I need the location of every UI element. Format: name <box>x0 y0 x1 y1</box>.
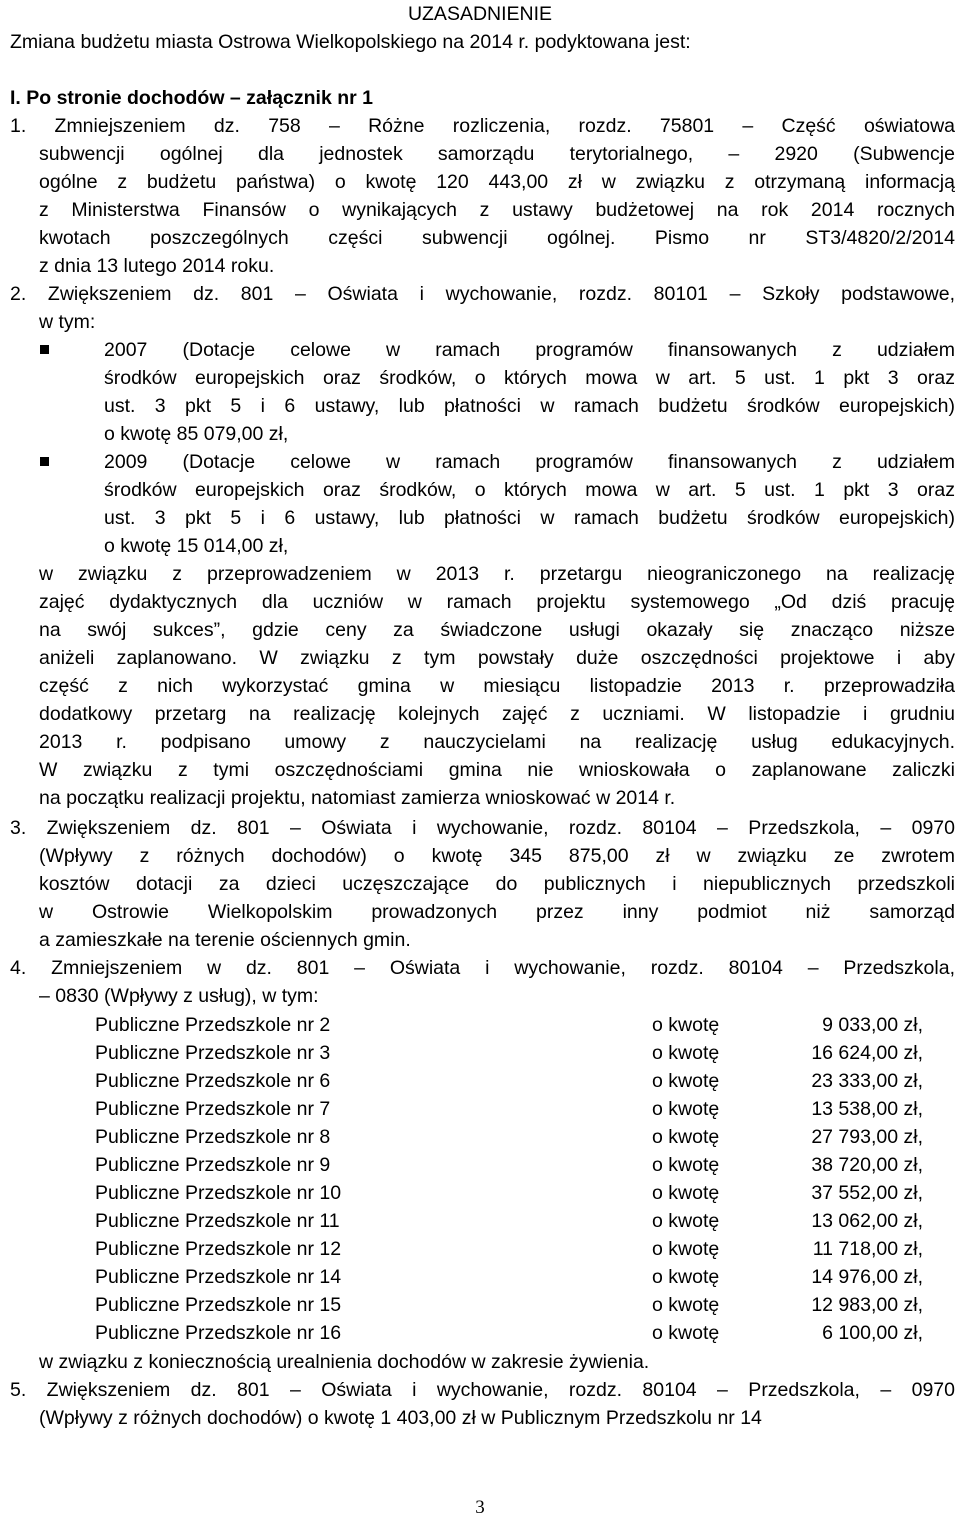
bullet1-line-3: ust. 3 pkt 5 i 6 ustawy, lub płatności w ramach budżetu środków europejskich) <box>104 395 955 417</box>
item2-para-line-3: na swój sukces”, gdzie ceny za świadczone usługi okazały się znacząco niższe <box>39 619 955 641</box>
amount-value: 23 333,00 zł, <box>811 1070 923 1092</box>
amount-value: 38 720,00 zł, <box>811 1154 923 1176</box>
amount-label: o kwotę <box>652 1126 720 1148</box>
item3-line-3: kosztów dotacji za dzieci uczęszczające do publicznych i niepublicznych przedszkoli <box>39 873 955 895</box>
item3-line-4: w Ostrowie Wielkopolskim prowadzonych przez inny podmiot niż samorząd <box>39 901 955 923</box>
item2-para-line-4: aniżeli zaplanowano. W związku z tym powstały duże oszczędności projektowe i aby <box>39 647 955 669</box>
amount-value: 13 062,00 zł, <box>811 1210 923 1232</box>
kindergarten-name: Publiczne Przedszkole nr 6 <box>95 1070 331 1092</box>
amount-value: 27 793,00 zł, <box>811 1126 923 1148</box>
amount-value: 14 976,00 zł, <box>811 1266 923 1288</box>
bullet-square-icon <box>40 457 49 466</box>
item2-para-line-7: 2013 r. podpisano umowy z nauczycielami na realizację usług edukacyjnych. <box>39 731 955 753</box>
item5-line-1: 5. Zwiększeniem dz. 801 – Oświata i wychowanie, rozdz. 80104 – Przedszkola, – 0970 <box>10 1379 955 1401</box>
bullet1-line-1: 2007 (Dotacje celowe w ramach programów finansowanych z udziałem <box>104 339 955 361</box>
kindergarten-name: Publiczne Przedszkole nr 11 <box>95 1210 340 1232</box>
bullet2-line-3: ust. 3 pkt 5 i 6 ustawy, lub płatności w ramach budżetu środków europejskich) <box>104 507 955 529</box>
item2-line-2: w tym: <box>39 311 96 333</box>
document-subtitle: Zmiana budżetu miasta Ostrowa Wielkopolskiego na 2014 r. podyktowana jest: <box>10 31 691 53</box>
item3-line-2: (Wpływy z różnych dochodów) o kwotę 345 875,00 zł w związku ze zwrotem <box>39 845 955 867</box>
kindergarten-name: Publiczne Przedszkole nr 12 <box>95 1238 342 1260</box>
section-heading: I. Po stronie dochodów – załącznik nr 1 <box>10 87 373 109</box>
item4-line-1: 4. Zmniejszeniem w dz. 801 – Oświata i wychowanie, rozdz. 80104 – Przedszkola, <box>10 957 955 979</box>
item4-line-2: – 0830 (Wpływy z usług), w tym: <box>39 985 319 1007</box>
amount-label: o kwotę <box>652 1238 720 1260</box>
amount-value: 9 033,00 zł, <box>822 1014 923 1036</box>
item1-line-5: kwotach poszczególnych części subwencji ogólnej. Pismo nr ST3/4820/2/2014 <box>39 227 955 249</box>
item3-line-1: 3. Zwiększeniem dz. 801 – Oświata i wychowanie, rozdz. 80104 – Przedszkola, – 0970 <box>10 817 955 839</box>
kindergarten-name: Publiczne Przedszkole nr 15 <box>95 1294 342 1316</box>
kindergarten-name: Publiczne Przedszkole nr 10 <box>95 1182 342 1204</box>
item3-line-5: a zamieszkałe na terenie ościennych gmin. <box>39 929 411 951</box>
kindergarten-name: Publiczne Przedszkole nr 7 <box>95 1098 331 1120</box>
amount-label: o kwotę <box>652 1294 720 1316</box>
item4-closing: w związku z koniecznością urealnienia dochodów w zakresie żywienia. <box>39 1351 650 1373</box>
item1-line-6: z dnia 13 lutego 2014 roku. <box>39 255 275 277</box>
bullet-square-icon <box>40 345 49 354</box>
item2-para-line-8: W związku z tymi oszczędnościami gmina nie wnioskowała o zaplanowane zaliczki <box>39 759 955 781</box>
bullet2-line-4: o kwotę 15 014,00 zł, <box>104 535 289 557</box>
item1-line-2: subwencji ogólnej dla jednostek samorządu terytorialnego, – 2920 (Subwencje <box>39 143 955 165</box>
kindergarten-name: Publiczne Przedszkole nr 2 <box>95 1014 331 1036</box>
item2-para-line-2: zajęć dydaktycznych dla uczniów w ramach projektu systemowego „Od dziś pracuję <box>39 591 955 613</box>
document-title: UZASADNIENIE <box>407 3 553 25</box>
amount-label: o kwotę <box>652 1098 720 1120</box>
bullet1-line-2: środków europejskich oraz środków, o których mowa w art. 5 ust. 1 pkt 3 oraz <box>104 367 955 389</box>
amount-value: 12 983,00 zł, <box>811 1294 923 1316</box>
item2-para-line-5: część z nich wykorzystać gmina w miesiącu listopadzie 2013 r. przeprowadziła <box>39 675 955 697</box>
amount-label: o kwotę <box>652 1182 720 1204</box>
amount-label: o kwotę <box>652 1154 720 1176</box>
item1-line-4: z Ministerstwa Finansów o wynikających z ustawy budżetowej na rok 2014 rocznych <box>39 199 955 221</box>
amount-value: 13 538,00 zł, <box>811 1098 923 1120</box>
item2-para-line-9: na początku realizacji projektu, natomiast zamierza wnioskować w 2014 r. <box>39 787 676 809</box>
amount-label: o kwotę <box>652 1070 720 1092</box>
bullet2-line-2: środków europejskich oraz środków, o których mowa w art. 5 ust. 1 pkt 3 oraz <box>104 479 955 501</box>
kindergarten-name: Publiczne Przedszkole nr 9 <box>95 1154 331 1176</box>
amount-value: 11 718,00 zł, <box>812 1238 923 1260</box>
kindergarten-name: Publiczne Przedszkole nr 8 <box>95 1126 331 1148</box>
page-number: 3 <box>475 1497 485 1518</box>
bullet1-line-4: o kwotę 85 079,00 zł, <box>104 423 289 445</box>
kindergarten-name: Publiczne Przedszkole nr 3 <box>95 1042 331 1064</box>
item1-line-3: ogólne z budżetu państwa) o kwotę 120 443,00 zł w związku z otrzymaną informacją <box>39 171 955 193</box>
item2-para-line-6: dodatkowy przetarg na realizację kolejnych zajęć z uczniami. W listopadzie i grudniu <box>39 703 955 725</box>
kindergarten-name: Publiczne Przedszkole nr 16 <box>95 1322 342 1344</box>
amount-label: o kwotę <box>652 1322 720 1344</box>
amount-label: o kwotę <box>652 1210 720 1232</box>
bullet2-line-1: 2009 (Dotacje celowe w ramach programów finansowanych z udziałem <box>104 451 955 473</box>
item5-line-2: (Wpływy z różnych dochodów) o kwotę 1 403,00 zł w Publicznym Przedszkolu nr 14 <box>39 1407 762 1429</box>
amount-value: 37 552,00 zł, <box>811 1182 923 1204</box>
amount-label: o kwotę <box>652 1014 720 1036</box>
amount-label: o kwotę <box>652 1266 720 1288</box>
item2-line-1: 2. Zwiększeniem dz. 801 – Oświata i wychowanie, rozdz. 80101 – Szkoły podstawowe, <box>10 283 955 305</box>
item1-line-1: 1. Zmniejszeniem dz. 758 – Różne rozliczenia, rozdz. 75801 – Część oświatowa <box>10 115 955 137</box>
kindergarten-name: Publiczne Przedszkole nr 14 <box>95 1266 342 1288</box>
amount-label: o kwotę <box>652 1042 720 1064</box>
amount-value: 16 624,00 zł, <box>811 1042 923 1064</box>
amount-value: 6 100,00 zł, <box>822 1322 923 1344</box>
item2-para-line-1: w związku z przeprowadzeniem w 2013 r. przetargu nieograniczonego na realizację <box>39 563 955 585</box>
